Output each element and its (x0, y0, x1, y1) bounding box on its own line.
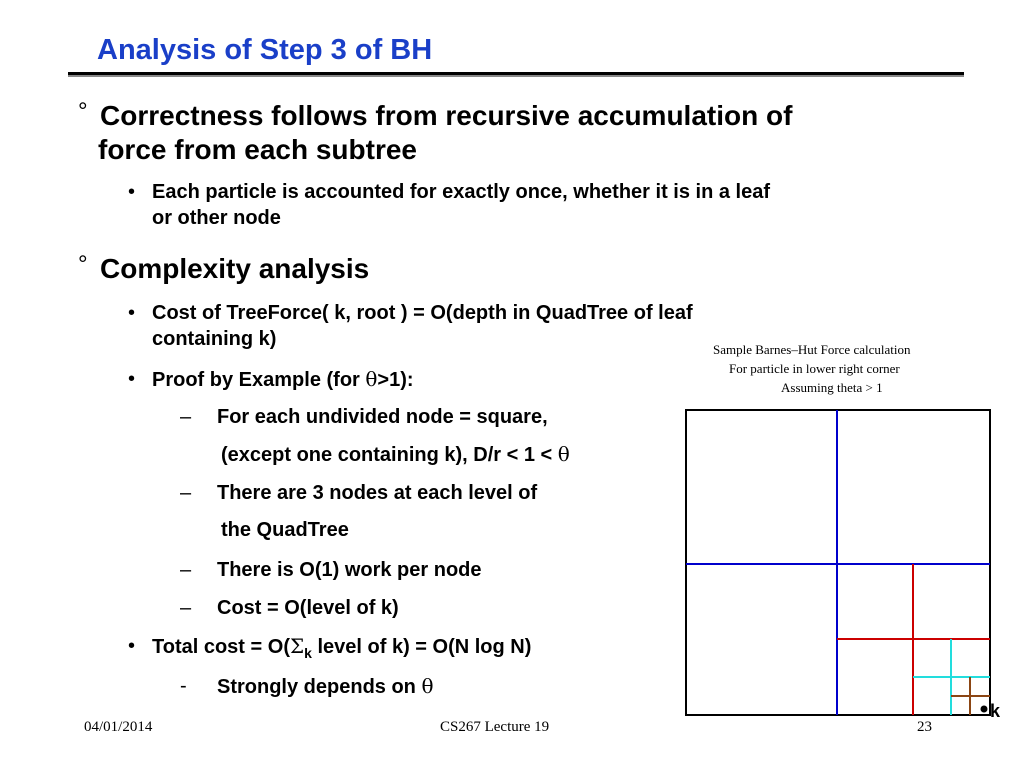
item-text: For each undivided node = square, (217, 406, 548, 428)
bullet-marker: • (128, 635, 136, 657)
bullet-marker: • (128, 368, 136, 390)
theta-symbol: θ (421, 674, 434, 698)
bullet-correctness-cont: force from each subtree (98, 134, 417, 165)
sub-bullet-treeforce-cont: containing k) (152, 328, 277, 350)
dash-marker: – (180, 406, 192, 428)
particle-k-dot (981, 706, 988, 713)
dash-marker: – (180, 597, 192, 619)
footer-date: 04/01/2014 (84, 719, 153, 735)
particle-k-label: k (990, 701, 1001, 721)
theta-symbol: θ (365, 367, 378, 391)
bullet-text: Cost of TreeForce( k, root ) = O(depth in QuadTree of leaf (152, 302, 693, 324)
dash-marker: – (180, 559, 192, 581)
sub-bullet-accounted-cont: or other node (152, 207, 281, 229)
proof-text-after: >1): (377, 369, 414, 391)
sigma-subscript: k (304, 645, 312, 661)
figure-caption-line3: Assuming theta > 1 (781, 380, 883, 395)
item-text: Cost = O(level of k) (217, 597, 399, 619)
proof-text-before: Proof by Example (for (152, 369, 366, 391)
theta-symbol: θ (557, 442, 570, 466)
sigma-symbol: Σ (289, 634, 305, 658)
bullet-marker: • (128, 302, 136, 324)
dash-marker: – (180, 482, 192, 504)
dash-marker: - (180, 675, 187, 697)
slide-title: Analysis of Step 3 of BH (97, 34, 433, 66)
footer-page-number: 23 (917, 719, 932, 735)
item-text-before: (except one containing k), D/r < 1 < (221, 444, 558, 466)
bullet-marker: • (128, 181, 136, 203)
total-text-after: level of k) = O(N log N) (311, 636, 532, 658)
figure-caption-line1: Sample Barnes–Hut Force calculation (713, 342, 911, 357)
total-text-before: Total cost = O( (152, 636, 290, 658)
bullet-text: Complexity analysis (100, 253, 370, 284)
item-text: There is O(1) work per node (217, 559, 482, 581)
bullet-marker: ° (78, 98, 88, 125)
bullet-text: Correctness follows from recursive accumulation of (100, 100, 793, 131)
footer-course: CS267 Lecture 19 (440, 719, 550, 735)
bullet-marker: ° (78, 251, 88, 278)
proof-item-three-nodes-cont: the QuadTree (221, 519, 349, 541)
item-text: There are 3 nodes at each level of (217, 482, 538, 504)
figure-caption-line2: For particle in lower right corner (729, 361, 900, 376)
depends-text: Strongly depends on (217, 676, 422, 698)
bullet-text: Each particle is accounted for exactly once, whether it is in a leaf (152, 181, 770, 203)
